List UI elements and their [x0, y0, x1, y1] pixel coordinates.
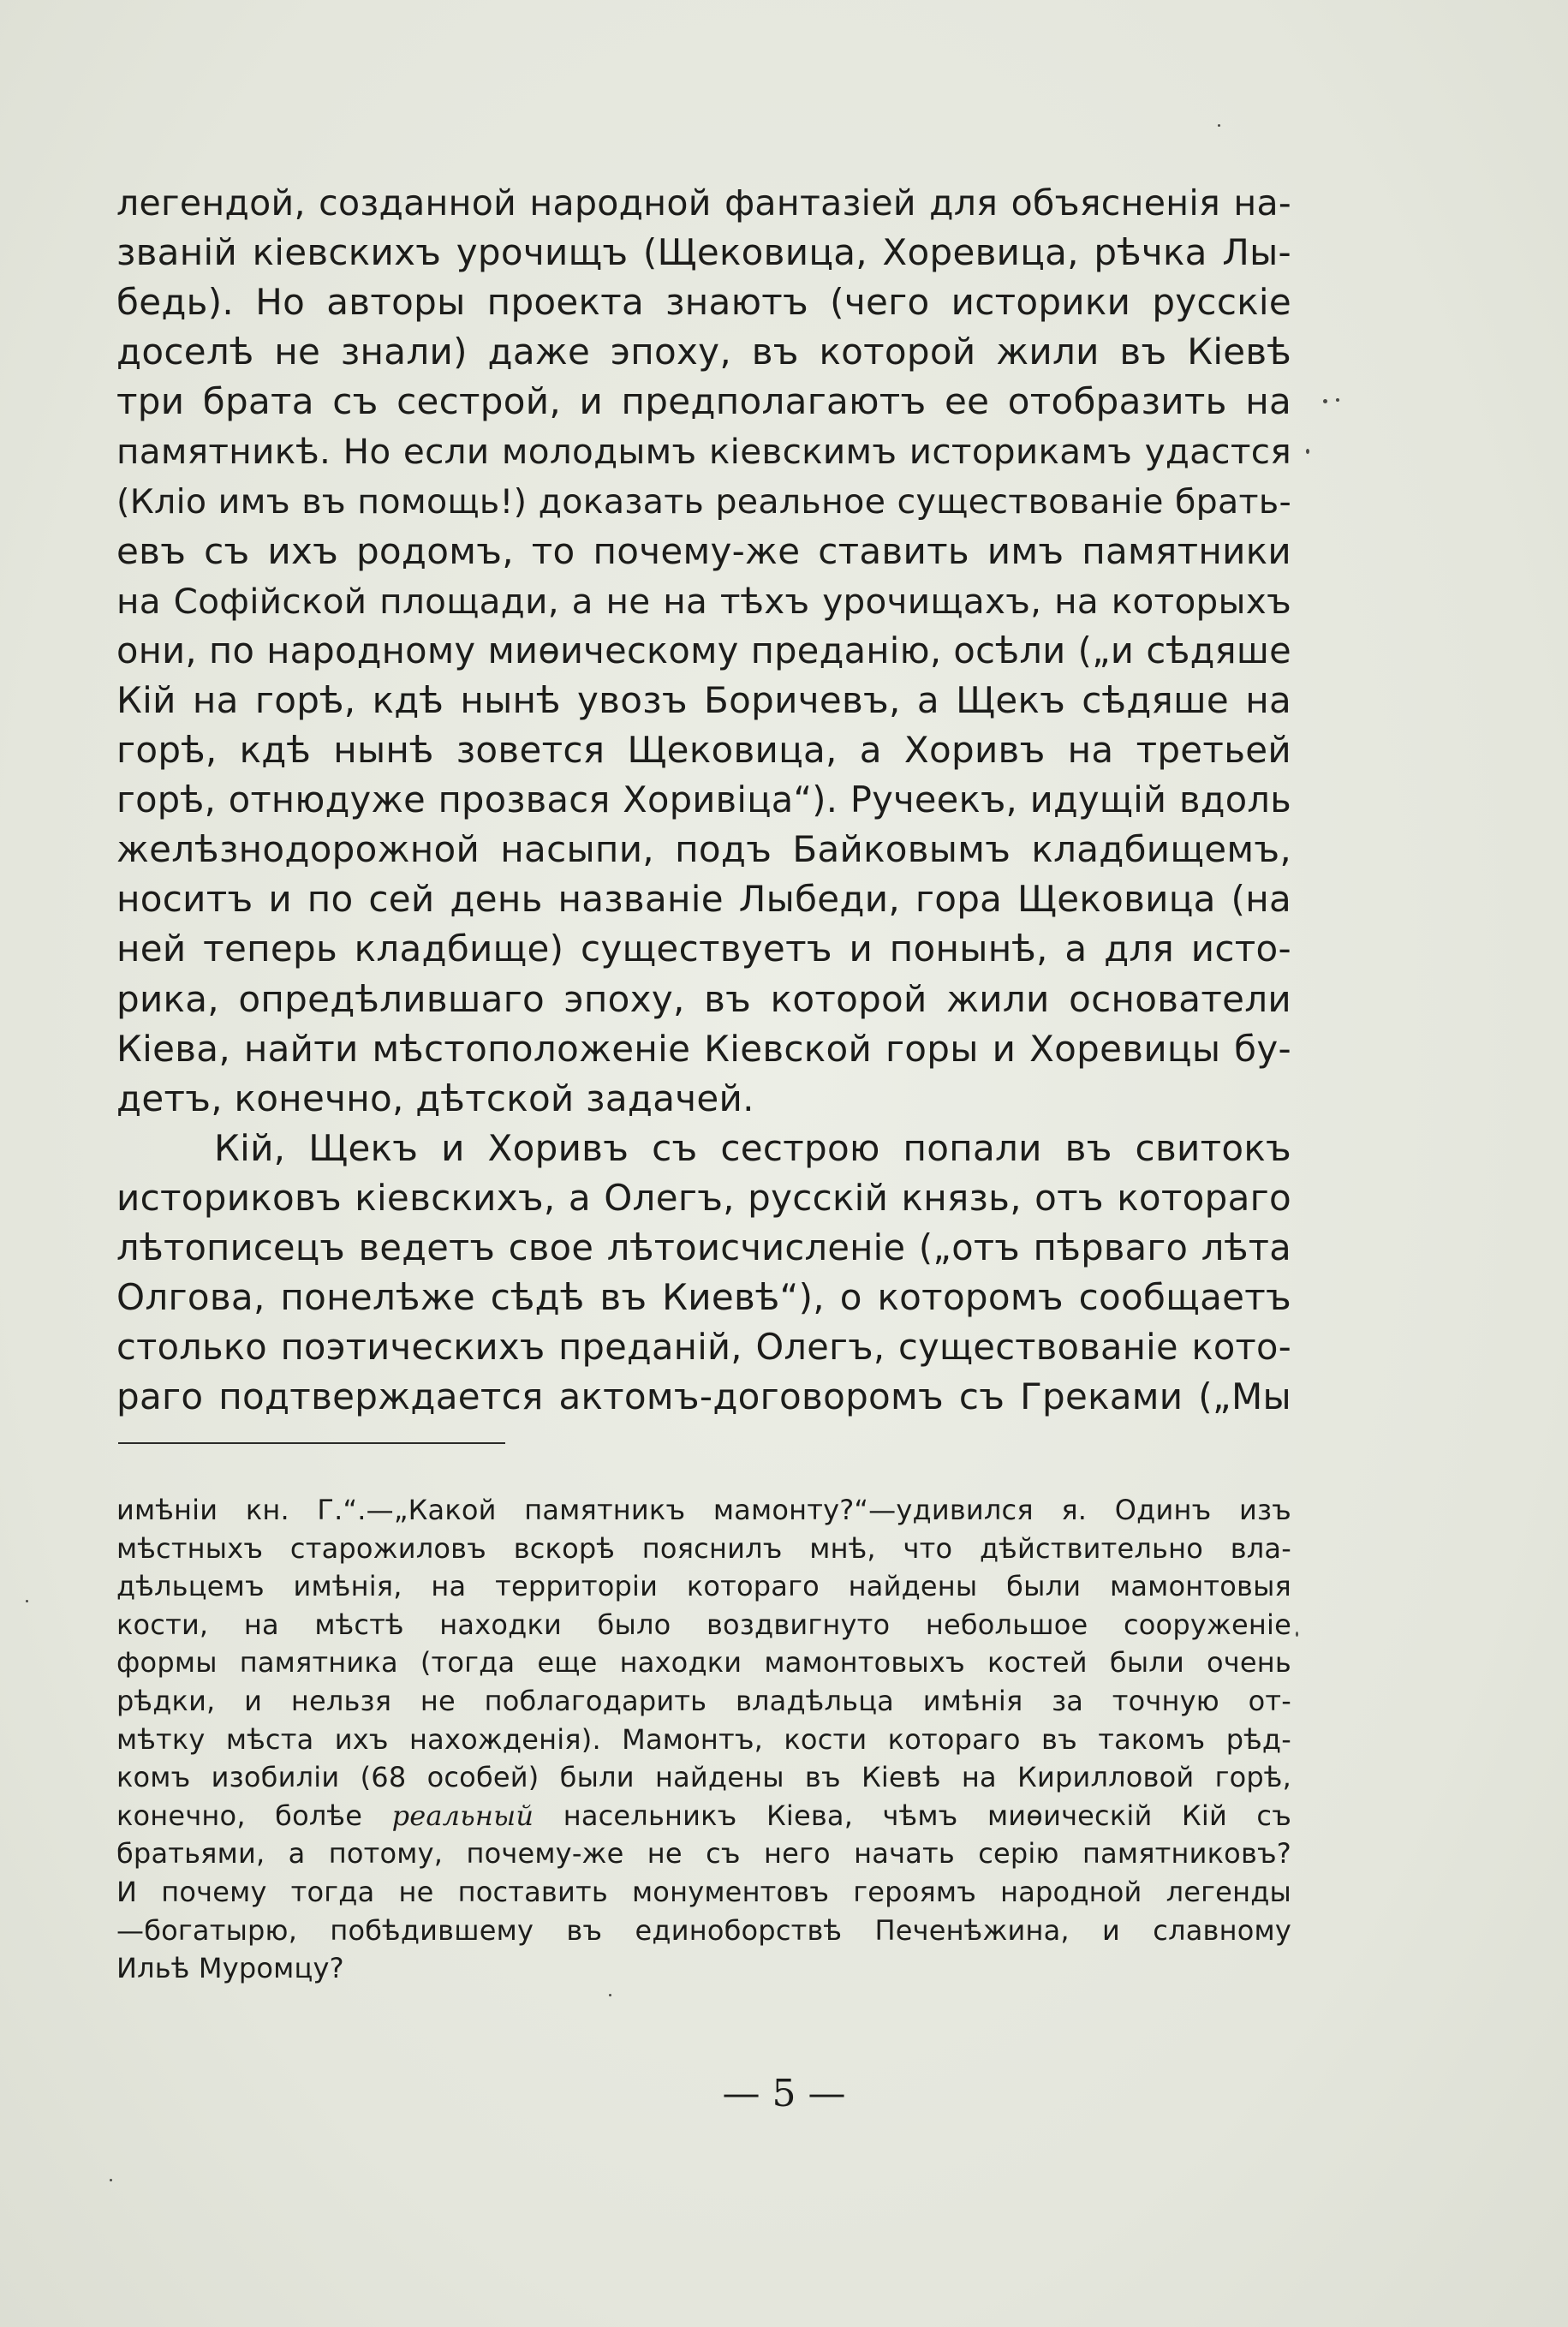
text-line: на Софійской площади, а не на тѣхъ урочищахъ, на которыхъ — [116, 580, 1291, 622]
text-line: желѣзнодорожной насыпи, подъ Байковымъ кладбищемъ, — [116, 828, 1291, 871]
text-line: три брата съ сестрой, и предполагаютъ ее отобразить на — [116, 380, 1291, 423]
text-line: горѣ, отнюдуже прозвася Хоривіца“). Ручеекъ, идущій вдоль — [116, 779, 1291, 821]
text-line: детъ, конечно, дѣтской задачей. — [116, 1077, 754, 1119]
text-line: памятникѣ. Но если молодымъ кіевскимъ историкамъ удастся — [116, 431, 1291, 473]
text-line: евъ съ ихъ родомъ, то почему-же ставить имъ памятники — [116, 529, 1291, 572]
footnote-line: имѣніи кн. Г.“.—„Какой памятникъ мамонту?“—удивился я. Одинъ изъ — [116, 1494, 1291, 1526]
text-line: рика, опредѣлившаго эпоху, въ которой жили основатели — [116, 977, 1291, 1020]
text-line: доселѣ не знали) даже эпоху, въ которой жили въ Кіевѣ — [116, 331, 1291, 373]
paper-speck — [26, 1600, 28, 1602]
text-line: столько поэтическихъ преданій, Олегъ, существованіе кото- — [116, 1326, 1291, 1369]
footnote-line: дѣльцемъ имѣнія, на территоріи котораго найдены были мамонтовыя — [116, 1570, 1291, 1603]
footnote-line: братьями, а потому, почему-же не съ него начать серію памятниковъ? — [116, 1837, 1291, 1871]
text-line: ней теперь кладбище) существуетъ и понынѣ, а для исто- — [116, 928, 1291, 970]
footnote-text: конечно, болѣе — [116, 1799, 392, 1832]
footnote-line: комъ изобиліи (68 особей) были найдены въ Кіевѣ на Кирилловой горѣ, — [116, 1761, 1291, 1794]
text-line: бедь). Но авторы проекта знаютъ (чего историки русскіе — [116, 281, 1291, 324]
paper-speck — [110, 2179, 112, 2181]
main-text-block — [116, 178, 1291, 1422]
footnote-line: кости, на мѣстѣ находки было воздвигнуто небольшое сооруженіе — [116, 1608, 1291, 1641]
paper-speck — [1296, 1632, 1298, 1637]
text-line: Кіева, найти мѣстоположеніе Кіевской горы и Хоревицы бу- — [116, 1027, 1291, 1070]
paper-speck — [1306, 449, 1309, 454]
page-number: — 5 — — [722, 2072, 846, 2115]
text-line: званій кіевскихъ урочищъ (Щековица, Хоревица, рѣчка Лы- — [116, 231, 1291, 274]
footnote-line: мѣтку мѣста ихъ нахожденія). Мамонтъ, кости котораго въ такомъ рѣд- — [116, 1722, 1291, 1756]
paper-speck — [1218, 124, 1220, 127]
paper-speck — [609, 1994, 611, 1996]
text-line: они, по народному миѳическому преданію, осѣли („и сѣдяше — [116, 629, 1291, 671]
text-line: (Кліо имъ въ помощь!) доказать реальное существованіе брать- — [116, 481, 1291, 522]
footnote-line — [116, 1797, 1291, 1835]
footnote-text: насельникъ Кіева, чѣмъ миѳическій Кій съ — [534, 1799, 1292, 1832]
italic-emphasis: реальный — [391, 1799, 534, 1832]
text-line: раго подтверждается актомъ-договоромъ съ Греками („Мы — [116, 1375, 1291, 1418]
footnote-line: формы памятника (тогда еще находки мамонтовыхъ костей были очень — [116, 1646, 1291, 1680]
footnote-line: И почему тогда не поставить монументовъ героямъ народной легенды — [116, 1875, 1291, 1908]
footnote-line: мѣстныхъ старожиловъ вскорѣ пояснилъ мнѣ, что дѣйствительно вла- — [116, 1531, 1291, 1565]
text-line: Кій на горѣ, кдѣ нынѣ увозъ Боричевъ, а Щекъ сѣдяше на — [116, 678, 1291, 721]
footnote-line: —богатырю, побѣдившему въ единоборствѣ Печенѣжина, и славному — [116, 1913, 1291, 1947]
paragraph-start-line: Кій, Щекъ и Хоривъ съ сестрою попали въ свитокъ — [214, 1126, 1291, 1169]
paper-speck — [1323, 399, 1327, 403]
text-line: Олгова, понелѣже сѣдѣ въ Киевѣ“), о которомъ сообщаетъ — [116, 1276, 1291, 1319]
text-line: легендой, созданной народной фантазіей для объясненія на- — [116, 182, 1291, 224]
text-line: лѣтописецъ ведетъ свое лѣтоисчисленіе („отъ пѣрваго лѣта — [116, 1226, 1291, 1268]
footnote-block — [116, 1491, 1291, 1988]
paper-speck — [1336, 398, 1339, 402]
footnote-line: рѣдки, и нельзя не поблагодарить владѣльца имѣнія за точную от- — [116, 1684, 1291, 1717]
footnote-line: Ильѣ Муромцу? — [116, 1952, 344, 1985]
text-line: горѣ, кдѣ нынѣ зовется Щековица, а Хоривъ на третьей — [116, 729, 1291, 772]
text-line: носитъ и по сей день названіе Лыбеди, гора Щековица (на — [116, 878, 1291, 921]
text-line: историковъ кіевскихъ, а Олегъ, русскій князь, отъ котораго — [116, 1176, 1291, 1219]
footnote-divider — [118, 1442, 505, 1444]
